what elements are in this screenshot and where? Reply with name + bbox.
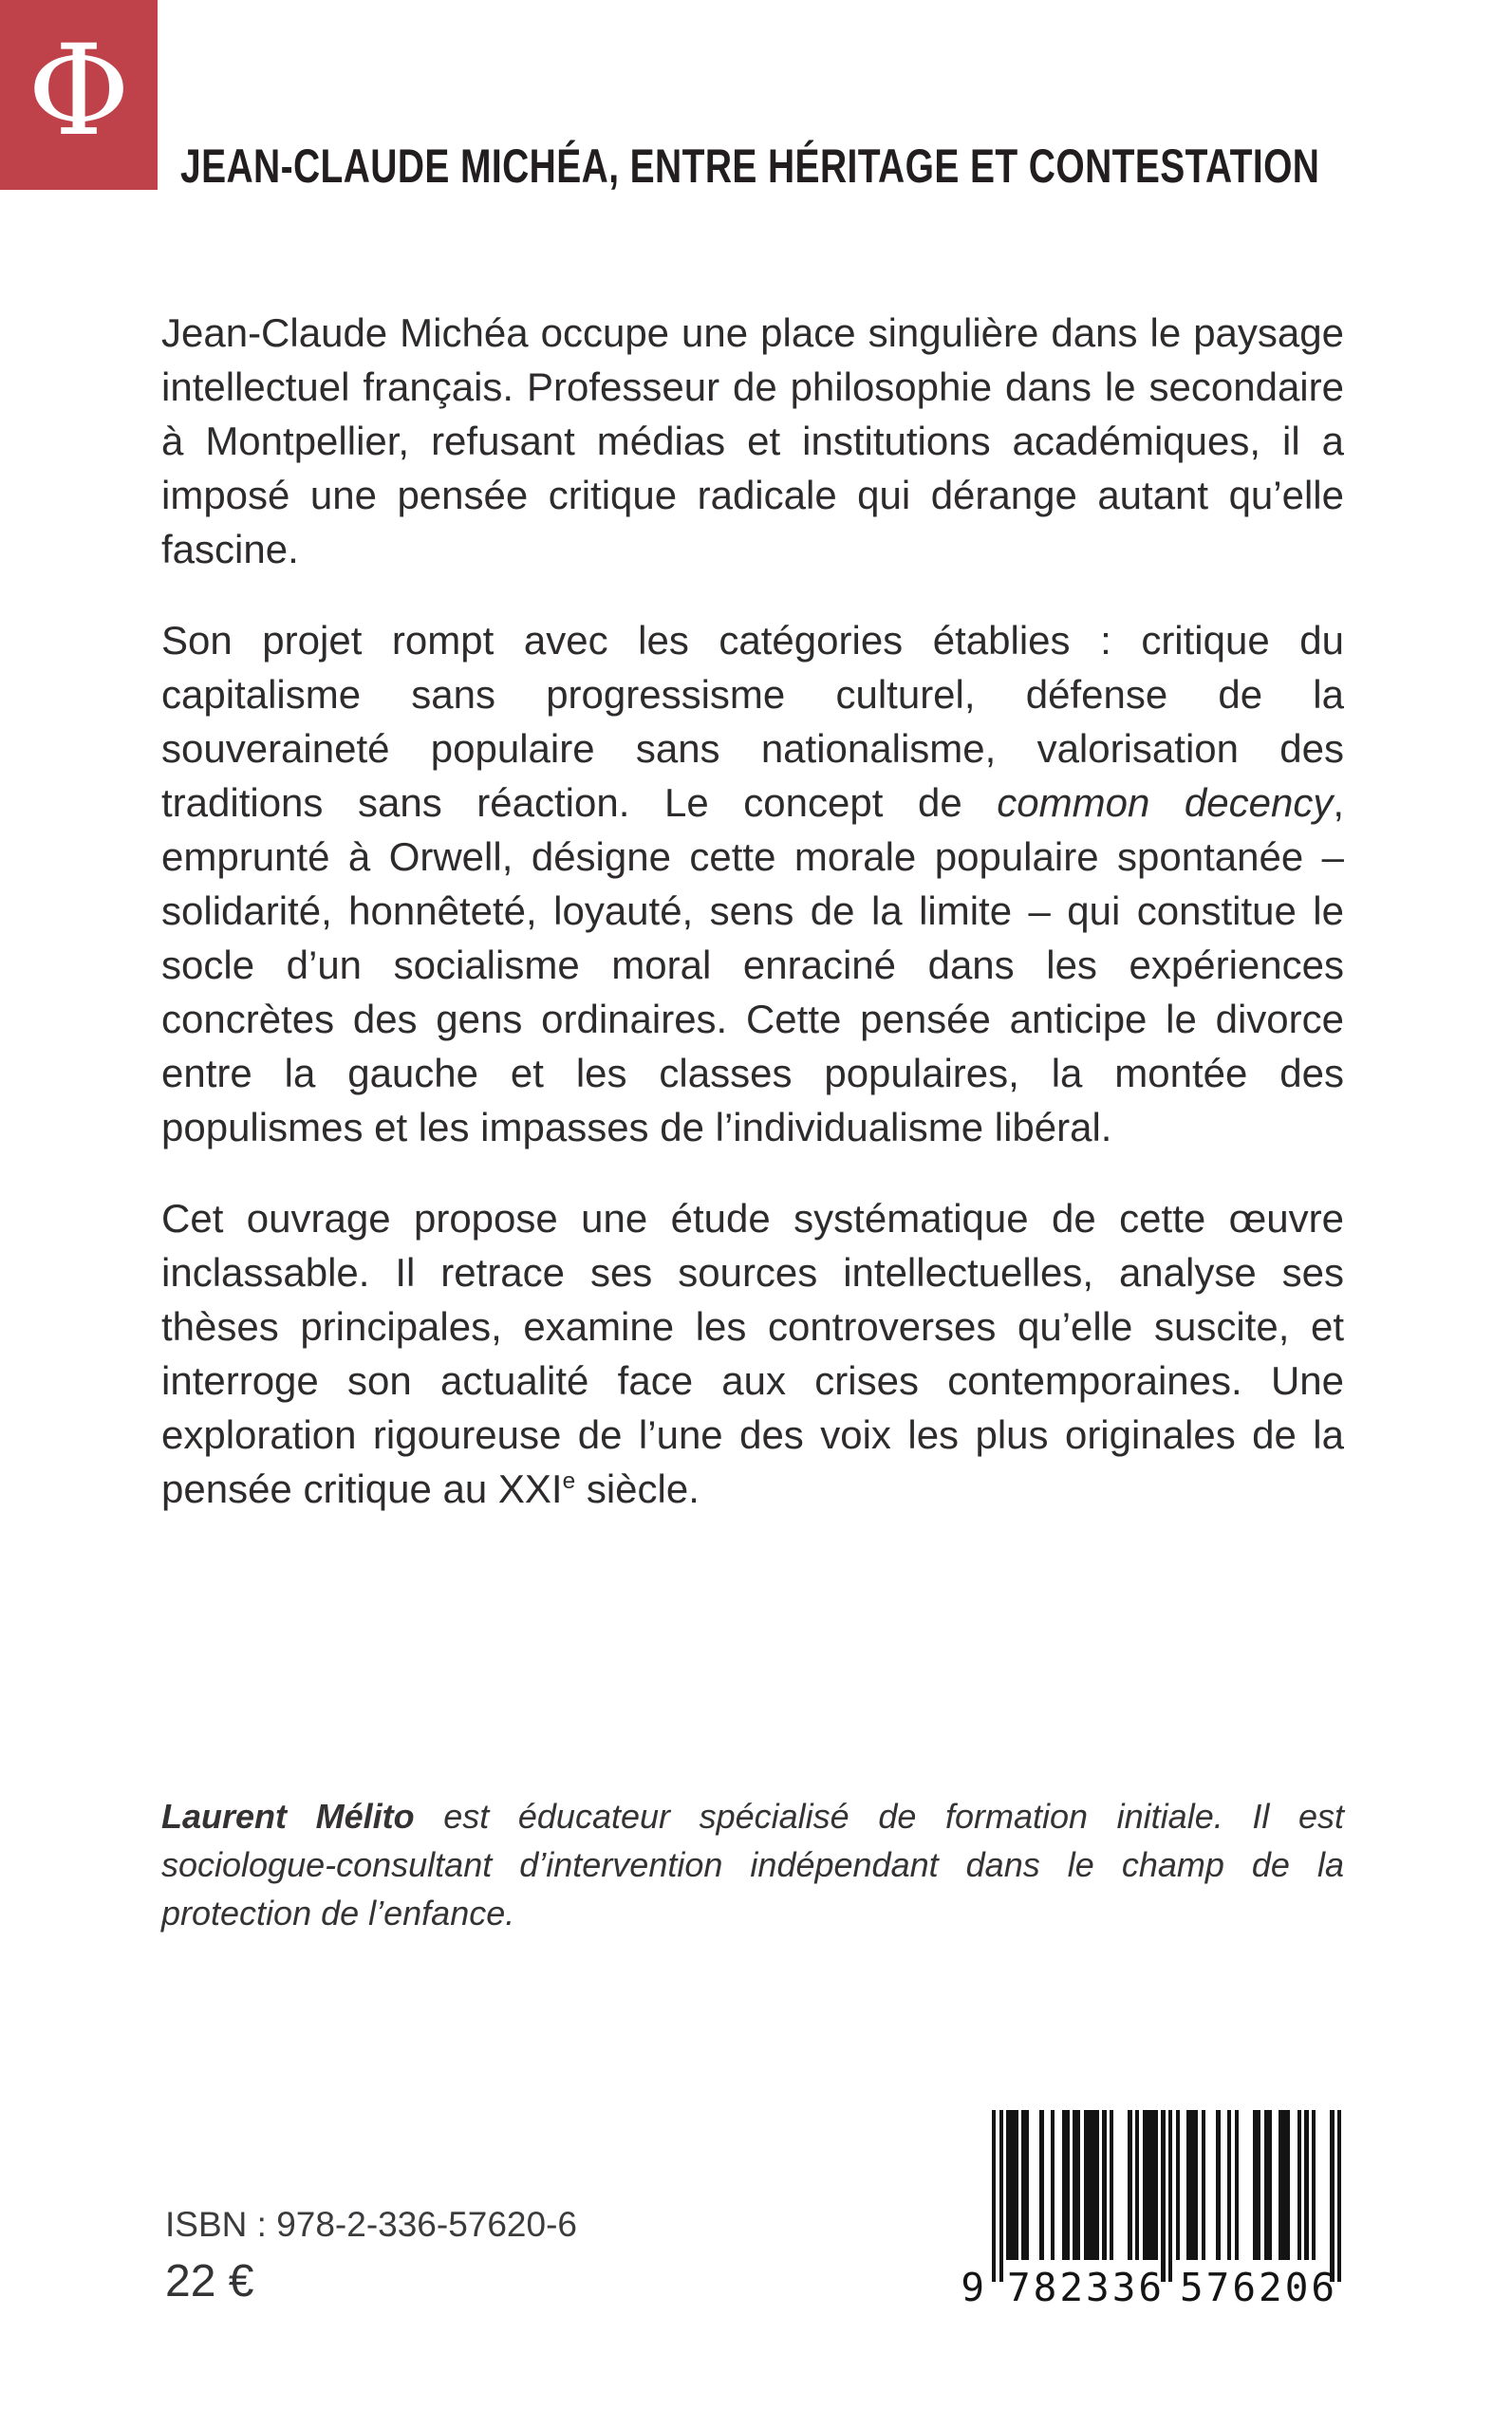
barcode-bar xyxy=(1176,2110,1180,2260)
barcode-bar xyxy=(992,2110,996,2282)
barcode-digits xyxy=(961,2265,1341,2310)
barcode-bar xyxy=(1076,2110,1080,2260)
barcode-bar xyxy=(1268,2110,1272,2260)
barcode-bar xyxy=(1194,2110,1198,2260)
phi-logo-glyph: Φ xyxy=(27,18,131,164)
text-segment: Son projet rompt avec les catégories établies : critique du capitalisme sans progressisme culturel, défense de la souveraineté populaire sans nationalisme, valorisation des traditions sans réaction. Le concept de xyxy=(161,618,1344,825)
text-segment: common decency xyxy=(997,780,1334,825)
synopsis-paragraph xyxy=(161,613,1344,1154)
barcode-bar xyxy=(1025,2110,1029,2260)
barcode-bar xyxy=(1312,2110,1316,2260)
barcode-bar xyxy=(1065,2110,1069,2260)
barcode-bar xyxy=(1297,2110,1301,2260)
barcode-bar xyxy=(1153,2110,1157,2260)
isbn-label: ISBN : 978-2-336-57620-6 xyxy=(165,2205,577,2244)
barcode-bar xyxy=(1227,2110,1231,2260)
author-bio xyxy=(161,1792,1344,1937)
barcode-bar xyxy=(1168,2110,1172,2282)
synopsis-paragraph xyxy=(161,306,1344,576)
text-segment: , emprunté à Orwell, désigne cette morale populaire spontanée – solidarité, honnêteté, loyauté, sens de la limite – qui constitue le socle d’un socialisme moral enraciné dans les expériences concrètes des gens ordinaires. Cette pensée anticipe le divorce entre la gauche et les classes populaires, la montée des populismes et les impasses de l’individualisme libéral. xyxy=(161,780,1345,1149)
publisher-logo xyxy=(0,0,158,190)
barcode-digit-group: 576206 xyxy=(1180,2265,1338,2310)
barcode-bar xyxy=(1051,2110,1055,2260)
barcode-bar xyxy=(999,2110,1003,2282)
text-segment: siècle. xyxy=(575,1466,700,1511)
synopsis-paragraph xyxy=(161,1191,1344,1516)
barcode-digit-group: 782336 xyxy=(1007,2265,1166,2310)
ean-barcode xyxy=(961,2110,1341,2311)
text-segment: Jean-Claude Michéa occupe une place singulière dans le paysage intellectuel français. Professeur de philosophie dans le secondaire à Montpellier, refusant médias et institutions académiques, il a imposé une pensée critique radicale qui dérange autant qu’elle fascine. xyxy=(161,310,1344,571)
barcode-bar xyxy=(1330,2110,1334,2282)
barcode-bar xyxy=(1014,2110,1017,2260)
text-segment: Cet ouvrage propose une étude systématique de cette œuvre inclassable. Il retrace ses sources intellectuelles, analyse ses thèses principales, examine les controverses qu’elle suscite, et interroge son actualité face aux crises contemporaines. Une exploration rigoureuse de l’une des voix les plus originales de la pensée critique au XXI xyxy=(161,1196,1344,1511)
book-title: JEAN-CLAUDE MICHÉA, ENTRE HÉRITAGE ET CONTESTATION xyxy=(180,140,1320,193)
text-segment: Laurent Mélito xyxy=(161,1797,415,1836)
barcode-bar xyxy=(1110,2110,1113,2260)
synopsis xyxy=(161,306,1344,1516)
price-label: 22 € xyxy=(165,2256,254,2306)
barcode-bar xyxy=(1161,2110,1165,2282)
barcode-bar xyxy=(1202,2110,1205,2260)
barcode-bar xyxy=(1286,2110,1290,2260)
barcode-bar xyxy=(1257,2110,1260,2260)
barcode-bar xyxy=(1094,2110,1098,2260)
barcode-bar xyxy=(1039,2110,1043,2260)
barcode-bar xyxy=(1135,2110,1139,2260)
barcode-bar xyxy=(1304,2110,1308,2260)
barcode-bar xyxy=(1235,2110,1239,2260)
barcode-bar xyxy=(1216,2110,1220,2260)
barcode-bars xyxy=(992,2110,1341,2282)
barcode-bar xyxy=(1102,2110,1106,2260)
barcode-bar xyxy=(1337,2110,1341,2282)
barcode-bar xyxy=(1128,2110,1131,2260)
barcode-digit-group: 9 xyxy=(961,2265,984,2310)
text-segment: e xyxy=(562,1468,576,1494)
text-segment: est éducateur spécialisé de formation initiale. Il est sociologue-consultant d’intervention indépendant dans le champ de la protection de l’enfance. xyxy=(161,1797,1344,1933)
